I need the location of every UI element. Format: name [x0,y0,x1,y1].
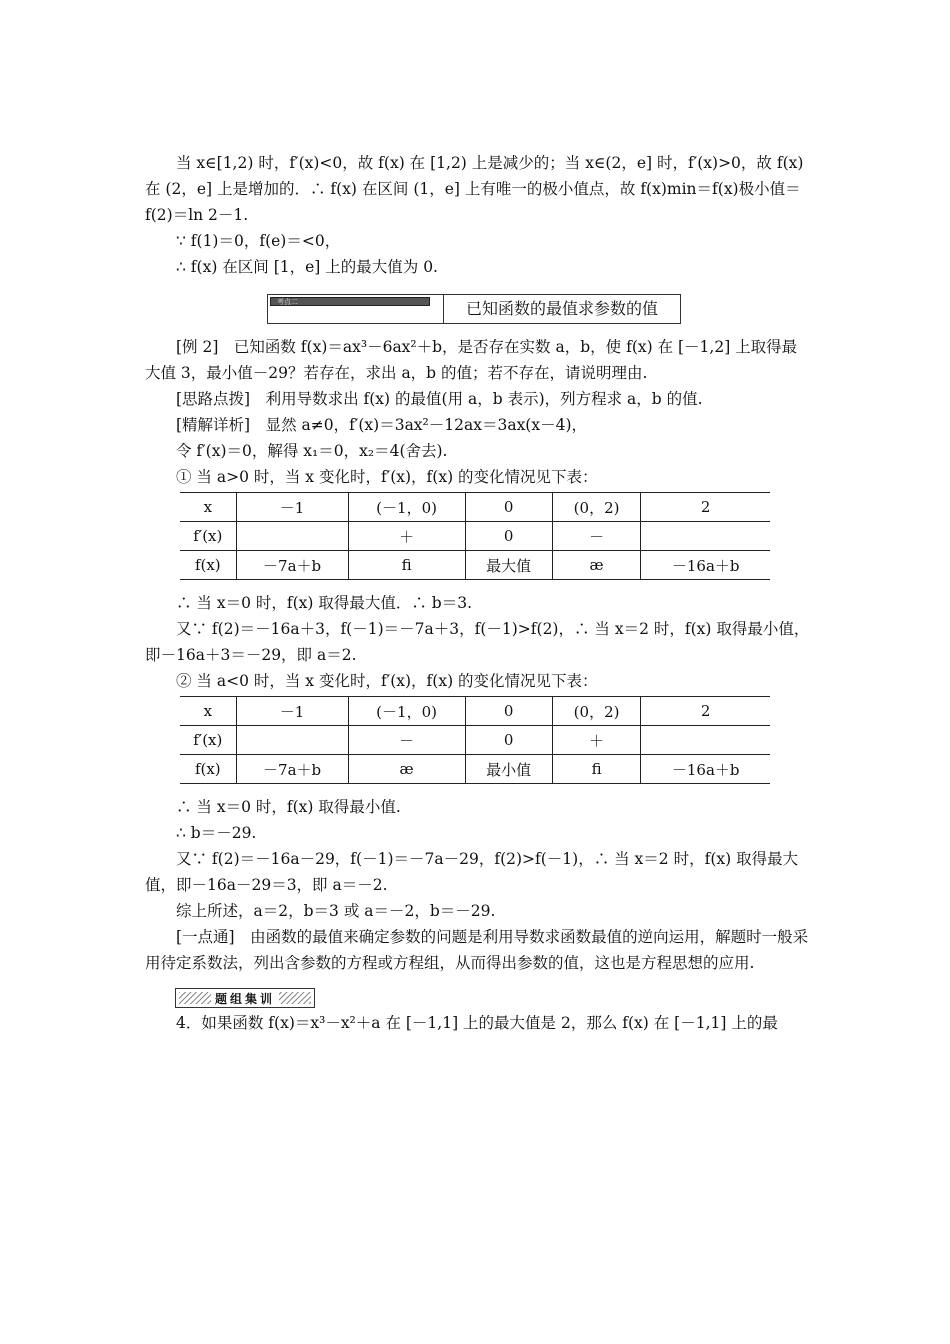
section-heading [267,294,681,324]
table-cell: 2 [641,697,770,726]
variation-table-2 [180,696,770,784]
paragraph-top-3: ∴ f(x) 在区间 [1，e] 上的最大值为 0. [176,258,438,276]
table-cell: 0 [465,697,552,726]
table-cell: － [552,522,641,551]
table-cell: æ [348,755,465,784]
table-cell: ＋ [348,522,465,551]
case-1-intro: ① 当 a>0 时，当 x 变化时，f′(x)，f(x) 的变化情况见下表： [176,468,598,486]
table-cell: ﬁ [348,551,465,580]
table-cell [641,522,770,551]
variation-table-1 [180,492,770,580]
table-cell: －7a＋b [236,551,348,580]
table-cell: －7a＋b [236,755,348,784]
table-row [180,493,770,522]
solution-roots: 令 f′(x)＝0，解得 x₁＝0，x₂＝4(舍去). [176,442,448,460]
table-cell: æ [552,551,641,580]
key-point: [一点通] 由函数的最值来确定参数的问题是利用导数求函数最值的逆向运用，解题时一般采用待定系数法，列出含参数的方程或方程组，从而得出参数的值，这也是方程思想的应用. [145,928,809,972]
table-cell [236,726,348,755]
table-row [180,522,770,551]
table-cell: －1 [236,493,348,522]
case-2-b: ∴ b＝－29. [176,824,257,842]
case-1-max: ∴ 当 x＝0 时，f(x) 取得最大值．∴ b＝3. [176,594,473,612]
section-tag [268,295,444,323]
table-cell: ＋ [552,726,641,755]
table-row [180,755,770,784]
table-cell: 0 [465,493,552,522]
table-cell [236,522,348,551]
table-cell [641,726,770,755]
document-page [145,150,810,1036]
paragraph-top-1: 当 x∈[1,2) 时，f′(x)<0，故 f(x) 在 [1,2) 上是减少的；当 x∈(2，e] 时，f′(x)>0，故 f(x) 在 (2，e] 上是增加的．∴ f(x) 在区间 (1，e] 上有唯一的极小值点，故 f(x)min＝f(x)极小值＝f(2)＝ln 2－1. [145,154,804,224]
conclusion: 综上所述，a＝2，b＝3 或 a＝－2，b＝－29. [176,902,496,920]
case-2-max: 又∵ f(2)＝－16a－29，f(－1)＝－7a－29，f(2)>f(－1)，∴ 当 x＝2 时，f(x) 取得最大值，即－16a－29＝3，即 a＝－2. [145,850,799,894]
table-cell: －16a＋b [641,755,770,784]
table-cell: (0，2) [552,493,641,522]
table-cell: x [180,697,236,726]
table-cell: 0 [465,522,552,551]
question-4: 4．如果函数 f(x)＝x³－x²＋a 在 [－1,1] 上的最大值是 2，那么 f(x) 在 [－1,1] 上的最 [176,1014,778,1032]
group-practice-label [175,988,315,1008]
case-1-min: 又∵ f(2)＝－16a＋3，f(－1)＝－7a＋3，f(－1)>f(2)，∴ 当 x＝2 时，f(x) 取得最小值，即－16a＋3＝－29，即 a＝2. [145,620,810,664]
paragraph-top-2: ∵ f(1)＝0，f(e)＝<0， [176,232,341,250]
section-tag-label: 考点二 [270,297,430,306]
solution-paragraph: [精解详析] 显然 a≠0，f′(x)＝3ax²－12ax＝3ax(x－4)， [176,416,588,434]
table-row [180,726,770,755]
case-2-min: ∴ 当 x＝0 时，f(x) 取得最小值. [176,798,401,816]
table-cell: 2 [641,493,770,522]
table-row [180,697,770,726]
table-cell: (0，2) [552,697,641,726]
table-cell: －16a＋b [641,551,770,580]
example-statement: [例 2] 已知函数 f(x)＝ax³－6ax²＋b，是否存在实数 a，b，使 f(x) 在 [－1,2] 上取得最大值 3，最小值－29？若存在，求出 a，b 的值；若不存在，请说明理由. [145,338,798,382]
group-practice-text: 题组集训 [211,990,279,1007]
table-cell: － [348,726,465,755]
table-cell: 最小值 [465,755,552,784]
table-cell: f′(x) [180,726,236,755]
table-cell: f(x) [180,755,236,784]
table-cell: (－1，0) [348,493,465,522]
table-row [180,551,770,580]
table-cell: (－1，0) [348,697,465,726]
table-cell: f(x) [180,551,236,580]
table-cell: x [180,493,236,522]
table-cell: 最大值 [465,551,552,580]
section-title: 已知函数的最值求参数的值 [465,299,658,318]
table-cell: f′(x) [180,522,236,551]
case-2-intro: ② 当 a<0 时，当 x 变化时，f′(x)，f(x) 的变化情况见下表： [176,672,598,690]
table-cell: －1 [236,697,348,726]
hint-paragraph: [思路点拨] 利用导数求出 f(x) 的最值(用 a，b 表示)，列方程求 a，b 的值. [176,390,703,408]
table-cell: ﬁ [552,755,641,784]
table-cell: 0 [465,726,552,755]
